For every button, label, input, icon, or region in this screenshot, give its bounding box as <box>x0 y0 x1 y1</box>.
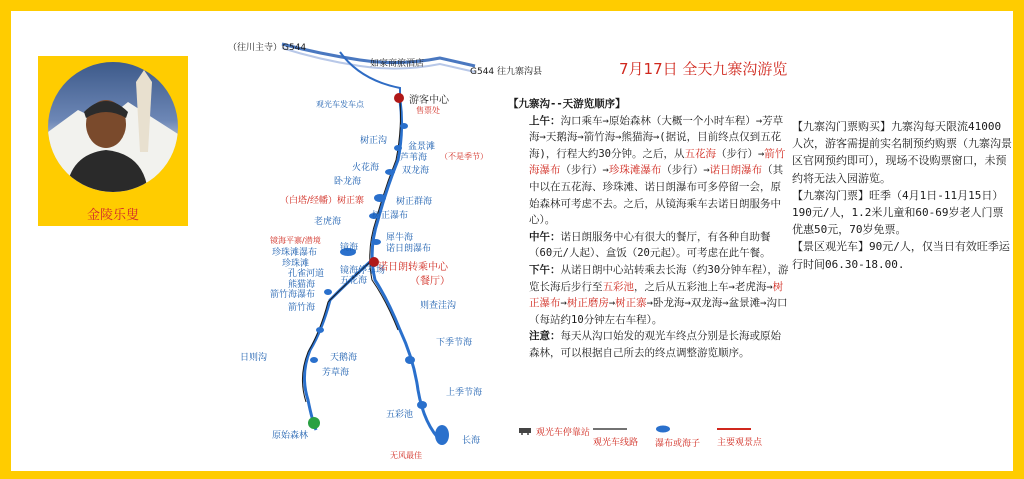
spot-jinghai: 镜海 <box>340 243 359 253</box>
spot-jianzhuhai-pubu: 箭竹海瀑布 <box>270 290 316 300</box>
bus-station-label: 观光车发车点 <box>316 100 364 109</box>
spot-kongquehedao: 孔雀河道 <box>288 269 325 279</box>
info-section <box>792 118 1012 273</box>
spot-wuhuahai: 五花海 <box>340 276 368 286</box>
spot-shuzhengpubu: 树正瀑布 <box>372 211 409 221</box>
spot-nuorilangpubu: 诺日朗瀑布 <box>386 244 432 254</box>
buy-heading: 【九寨沟门票购买】 <box>792 120 891 133</box>
itinerary-morning <box>508 113 790 229</box>
water-icon <box>655 425 671 433</box>
bus-icon <box>519 427 533 435</box>
spot-line-icon <box>717 426 751 432</box>
ticket-text: 旺季（4月1日-11月15日）190元/人，1.2米儿童和60-69岁老人门票优惠50元，70岁免票。 <box>792 188 1004 237</box>
author-photo-card <box>38 56 188 226</box>
legend-route-label: 观光车线路 <box>593 438 639 448</box>
spot-xiajijiehai: 下季节海 <box>436 338 473 348</box>
zechawa-valley-label: 则查洼沟 <box>420 301 457 311</box>
noon-label: 中午： <box>529 230 561 243</box>
morning-nuorilang: 诺日朗瀑布 <box>709 164 763 177</box>
spot-jinghai-parking: 镜海停车场 <box>340 266 386 276</box>
spot-jianzhuhai: 箭竹海 <box>288 303 316 313</box>
restaurant-label: （餐厅） <box>410 276 450 287</box>
info-ticket <box>792 187 1012 239</box>
road-label-east: G544 往九寨沟县 <box>470 67 543 77</box>
morning-text-4: （步行）→ <box>661 164 710 177</box>
spot-penjingtan: 盆景滩 <box>408 142 436 152</box>
page-title: 7月17日 全天九寨沟游览 <box>619 60 788 78</box>
legend-stop <box>519 425 590 438</box>
spot-wolonghai: 卧龙海 <box>334 177 362 187</box>
itinerary-afternoon <box>508 262 790 328</box>
afternoon-shuzhengzhai: 树正寨 <box>615 297 647 310</box>
spot-shuzhengzhai: （白塔/经幡）树正寨 <box>280 196 365 206</box>
buy-text: 九寨沟每天限流41000人次，游客需提前实名制预约购票（九寨沟景区官网预约即可），现场不设购票窗口，未预约将无法入园游览。 <box>792 120 1012 185</box>
visitor-center-label: 游客中心 <box>409 95 449 106</box>
portrait-image <box>48 62 178 192</box>
road-label-west: （往川主寺）G544 <box>228 43 307 53</box>
spot-shuanglonghai: 双龙海 <box>402 166 430 176</box>
afternoon-wucaichi: 五彩池 <box>602 280 634 293</box>
spot-zhenzhutan-pubu: 珍珠滩瀑布 <box>272 248 318 258</box>
spot-laohuhai: 老虎海 <box>314 217 342 227</box>
morning-text-1: 沟口乘车→原始森林（大概一个小时车程）→芳草海→天鹅海→箭竹海→熊猫海→(据说，目前终点仅到五花海)，行程大约30分钟。之后，从 <box>529 114 784 160</box>
shuzheng-valley-label: 树正沟 <box>360 136 388 146</box>
afternoon-text-4: → <box>608 297 616 310</box>
spot-zhenzhutan: 珍珠滩 <box>282 259 310 269</box>
author-photo <box>48 62 178 192</box>
bus-heading: 【景区观光车】 <box>792 240 869 254</box>
rize-valley-label: 日则沟 <box>240 353 268 363</box>
spot-yuanshisenlin: 原始森林 <box>272 431 309 441</box>
afternoon-shuzheng-pubu: 树正瀑布 <box>529 280 784 310</box>
legend-route <box>593 425 638 448</box>
hotel-label: 如家商旅酒店 <box>370 59 425 69</box>
legend-spot <box>717 425 762 448</box>
spot-off-season: （不是季节） <box>440 152 488 161</box>
author-caption: 金陵乐叟 <box>86 208 139 223</box>
legend-water <box>655 425 700 449</box>
legend-stop-label: 观光车停靠站 <box>535 428 590 438</box>
morning-zhenzhu: 珍珠滩瀑布 <box>608 164 662 177</box>
spot-fangcaohai: 芳草海 <box>322 368 350 378</box>
spot-wucaichi: 五彩池 <box>386 410 414 420</box>
note-label: 注意： <box>529 330 561 343</box>
noon-text: 诺日朗服务中心有很大的餐厅，有各种自助餐（60元/人起）、盒饭（20元起）。可考虑在此午餐。 <box>529 230 771 260</box>
morning-text-3: （步行）→ <box>560 164 609 177</box>
spot-shuzhengqunhai: 树正群海 <box>396 197 433 207</box>
itinerary-heading: 【九寨沟--天游览顺序】 <box>508 98 626 110</box>
route-line-icon <box>593 426 627 432</box>
legend-water-label: 瀑布或海子 <box>655 439 701 449</box>
morning-jianzhu: 箭竹海瀑布 <box>529 147 786 177</box>
legend-spot-label: 主要观景点 <box>717 438 763 448</box>
spot-shangjijiehai: 上季节海 <box>446 388 483 398</box>
afternoon-shuzheng-mofang: 树正磨房 <box>566 297 609 310</box>
nuorilang-center-label: 诺日朗转乘中心 <box>378 262 448 273</box>
morning-label: 上午： <box>529 114 561 127</box>
itinerary-noon <box>508 229 790 262</box>
info-buy <box>792 118 1012 187</box>
spot-xiongmaohai: 熊猫海 <box>288 280 316 290</box>
afternoon-text-1: 从诺日朗中心站转乘去长海（约30分钟车程），游览长海后步行至 <box>529 263 789 293</box>
info-bus <box>792 238 1012 272</box>
ticket-office-label: 售票处 <box>416 106 440 115</box>
itinerary-note <box>508 328 790 361</box>
morning-text-5: （其中以在五花海、珍珠滩、诺日朗瀑布可多停留一会，原始森林可考虑不去。之后，从镜海乘车去诺日朗服务中心）。 <box>529 164 784 227</box>
spot-jinghai-ping: 镜海平寨/潜境 <box>270 236 321 245</box>
spot-xiniuhai: 犀牛海 <box>386 233 414 243</box>
itinerary-section <box>508 96 790 362</box>
afternoon-text-3: → <box>560 297 567 310</box>
afternoon-label: 下午： <box>529 263 561 276</box>
afternoon-text-5: →卧龙海→双龙海→盆景滩→沟口（每站约10分钟左右车程）。 <box>529 297 788 326</box>
afternoon-text-2: ，之后从五彩池上车→老虎海→ <box>634 280 773 293</box>
spot-luweihai: 芦苇海 <box>400 153 428 163</box>
jiuzhaigou-map <box>210 30 543 460</box>
spot-tianehai: 天鹅海 <box>330 353 358 363</box>
note-text: 每天从沟口始发的观光车终点分别是长海或原始森林，可以根据自己所去的终点调整游览顺序。 <box>529 330 781 359</box>
no-wind-note: 无风最佳 <box>390 451 422 460</box>
spot-changhai: 长海 <box>462 436 481 446</box>
bus-text: 90元/人，仅当日有效旺季运行时间06.30-18.00. <box>792 240 1010 271</box>
spot-huohuahai: 火花海 <box>352 163 380 173</box>
ticket-heading: 【九寨沟门票】 <box>792 188 869 202</box>
morning-wuhuahai: 五花海 <box>684 147 716 160</box>
morning-text-2: （步行）→ <box>715 147 765 160</box>
